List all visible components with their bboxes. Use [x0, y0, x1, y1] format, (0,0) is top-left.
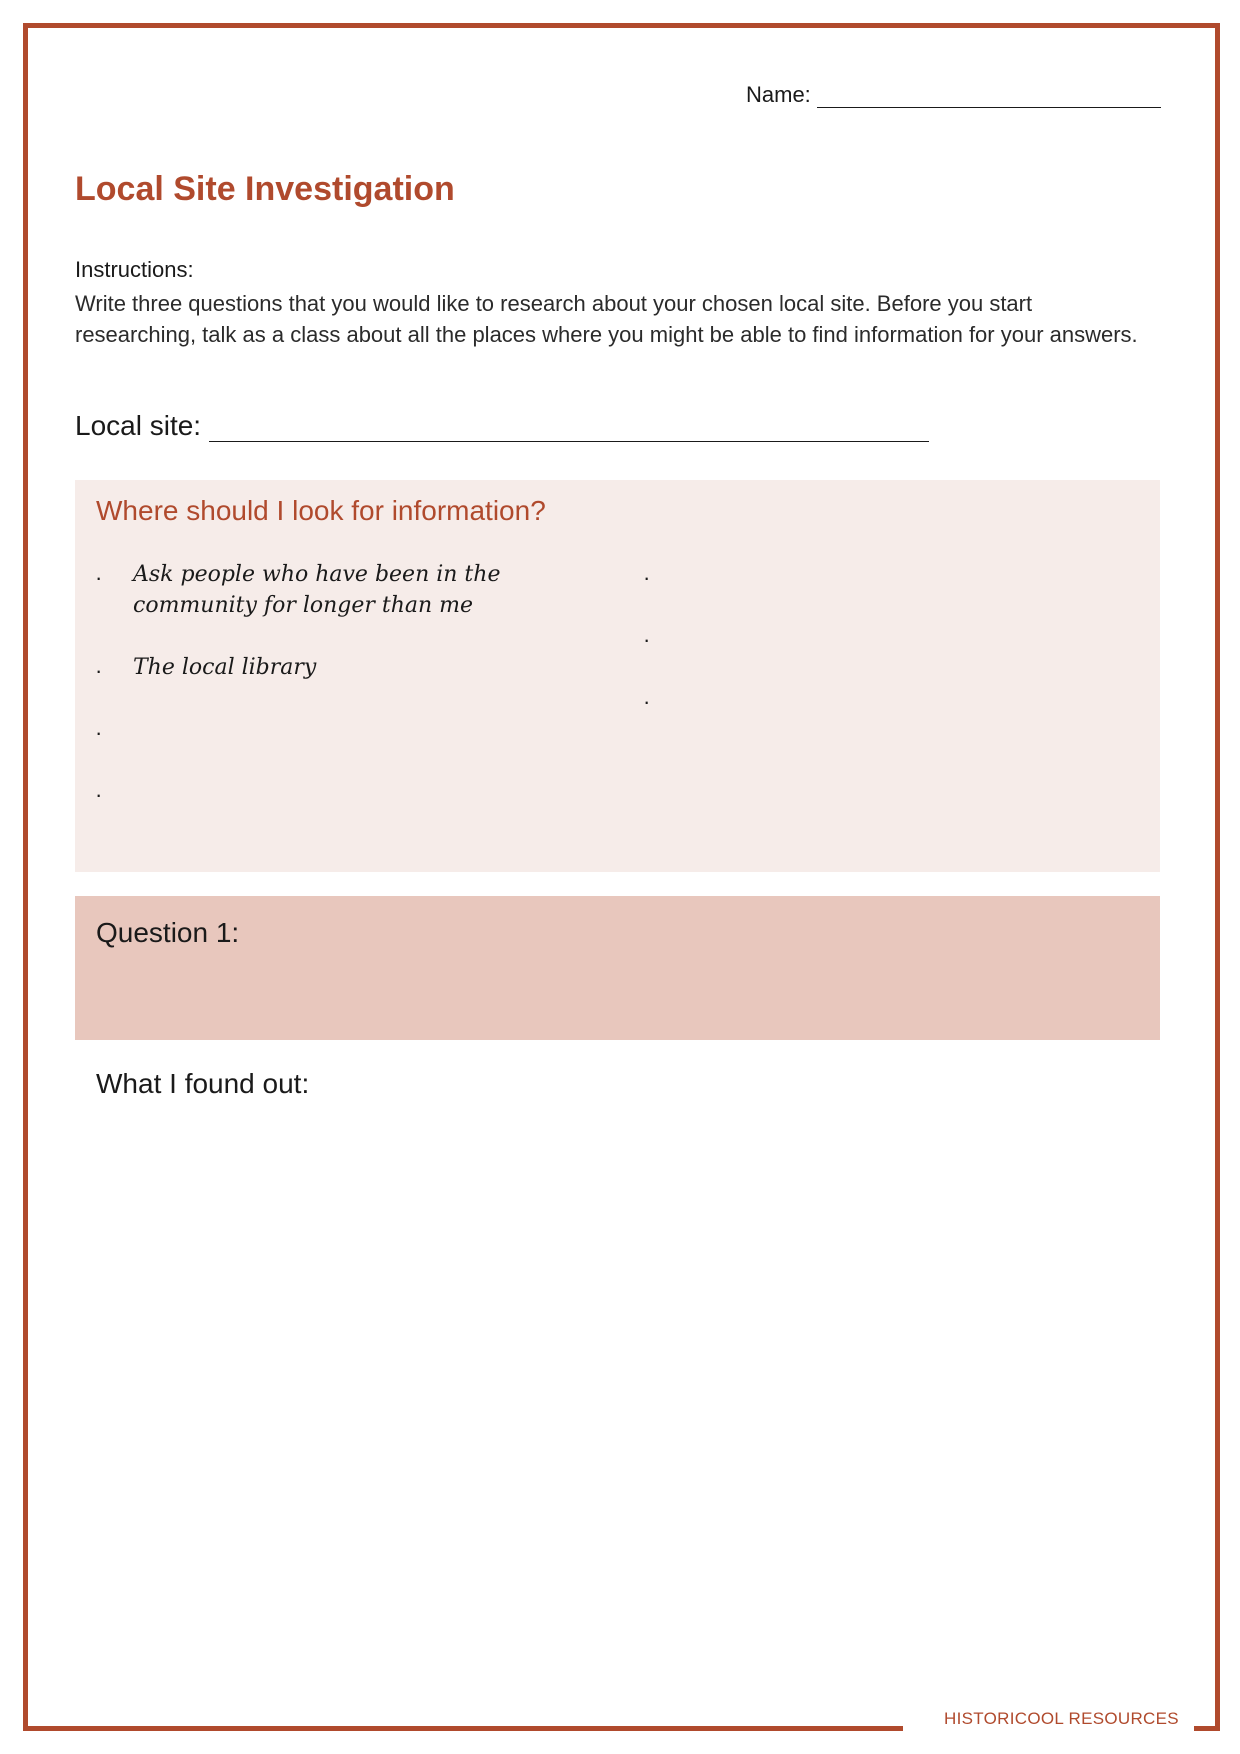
information-sources-panel — [75, 480, 1160, 872]
instructions-label: Instructions: — [75, 257, 194, 282]
name-field — [746, 82, 1161, 108]
page-border-left — [23, 23, 28, 1731]
bullet-icon: · — [95, 658, 103, 683]
local-site-field — [75, 410, 929, 442]
question-1-label: Question 1: — [96, 917, 240, 948]
found-out-label: What I found out: — [96, 1068, 310, 1099]
bullet-icon: · — [643, 689, 651, 714]
bullet-icon: · — [643, 627, 651, 652]
page-border-bottom — [23, 1726, 903, 1731]
bullet-icon: · — [95, 720, 103, 745]
source-item[interactable]: The local library — [133, 655, 317, 680]
name-label: Name: — [746, 82, 811, 107]
page-border-top — [23, 23, 1220, 28]
information-sources-heading: Where should I look for information? — [96, 495, 546, 526]
question-1-panel[interactable] — [75, 896, 1160, 1040]
bullet-icon: · — [95, 565, 103, 590]
page-border-bottom-end — [1194, 1726, 1220, 1731]
local-site-label: Local site: — [75, 410, 202, 441]
page-border-right — [1215, 23, 1220, 1731]
instructions-text: Write three questions that you would like to research about your chosen local site. Before you start researching, talk as a class about all the places where you might be able to find information for your answers. — [75, 291, 1138, 347]
source-item[interactable]: Ask people who have been in the community for longer than me — [133, 562, 501, 618]
local-site-input-line[interactable] — [209, 413, 929, 442]
page-title: Local Site Investigation — [75, 170, 455, 208]
bullet-icon: · — [643, 565, 651, 590]
name-input-line[interactable] — [817, 83, 1161, 108]
bullet-icon: · — [95, 782, 103, 807]
footer-brand: HISTORICOOL RESOURCES — [944, 1709, 1179, 1728]
